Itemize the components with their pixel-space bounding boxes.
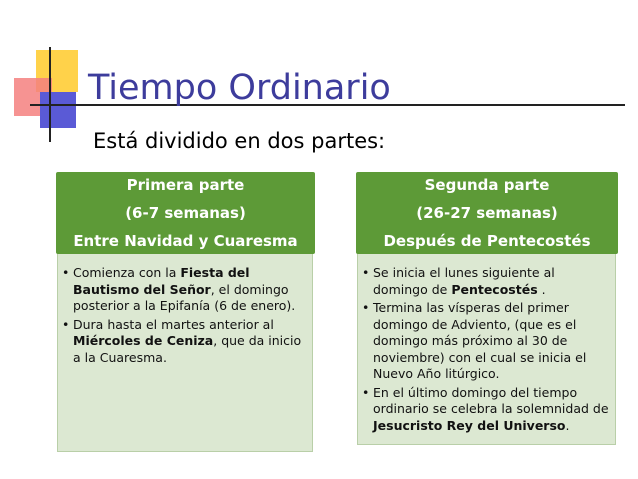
first-part-title: Primera parte	[126, 176, 245, 194]
first-part-body	[57, 252, 313, 452]
list-item: • Dura hasta el martes anterior al Miércoles de Ceniza, que da inicio a la Cuaresma.	[62, 317, 307, 367]
decor-vertical-line	[49, 47, 51, 142]
slide-subtitle: Está dividido en dos partes:	[93, 129, 386, 153]
second-part-header	[356, 172, 618, 254]
list-item: • En el último domingo del tiempo ordinario se celebra la solemnidad de Jesucristo Rey del Universo.	[362, 385, 610, 435]
second-part-period: Después de Pentecostés	[383, 232, 591, 250]
first-part-column	[56, 172, 315, 452]
slide-title: Tiempo Ordinario	[88, 68, 391, 108]
second-part-list	[362, 265, 610, 434]
first-part-header	[56, 172, 315, 254]
second-part-duration: (26-27 semanas)	[416, 204, 558, 222]
decor-blue-square	[40, 92, 76, 128]
first-part-list	[62, 265, 307, 366]
first-part-duration: (6-7 semanas)	[125, 204, 246, 222]
first-part-period: Entre Navidad y Cuaresma	[73, 232, 298, 250]
second-part-title: Segunda parte	[424, 176, 550, 194]
second-part-body	[357, 252, 616, 445]
list-item: • Termina las vísperas del primer domingo de Adviento, (que es el domingo más próximo al 30 de noviembre) con el cual se inicia el Nuevo Año litúrgico.	[362, 300, 610, 383]
second-part-column	[356, 172, 618, 445]
list-item: • Se inicia el lunes siguiente al domingo de Pentecostés .	[362, 265, 610, 298]
list-item: • Comienza con la Fiesta del Bautismo del Señor, el domingo posterior a la Epifanía (6 de enero).	[62, 265, 307, 315]
